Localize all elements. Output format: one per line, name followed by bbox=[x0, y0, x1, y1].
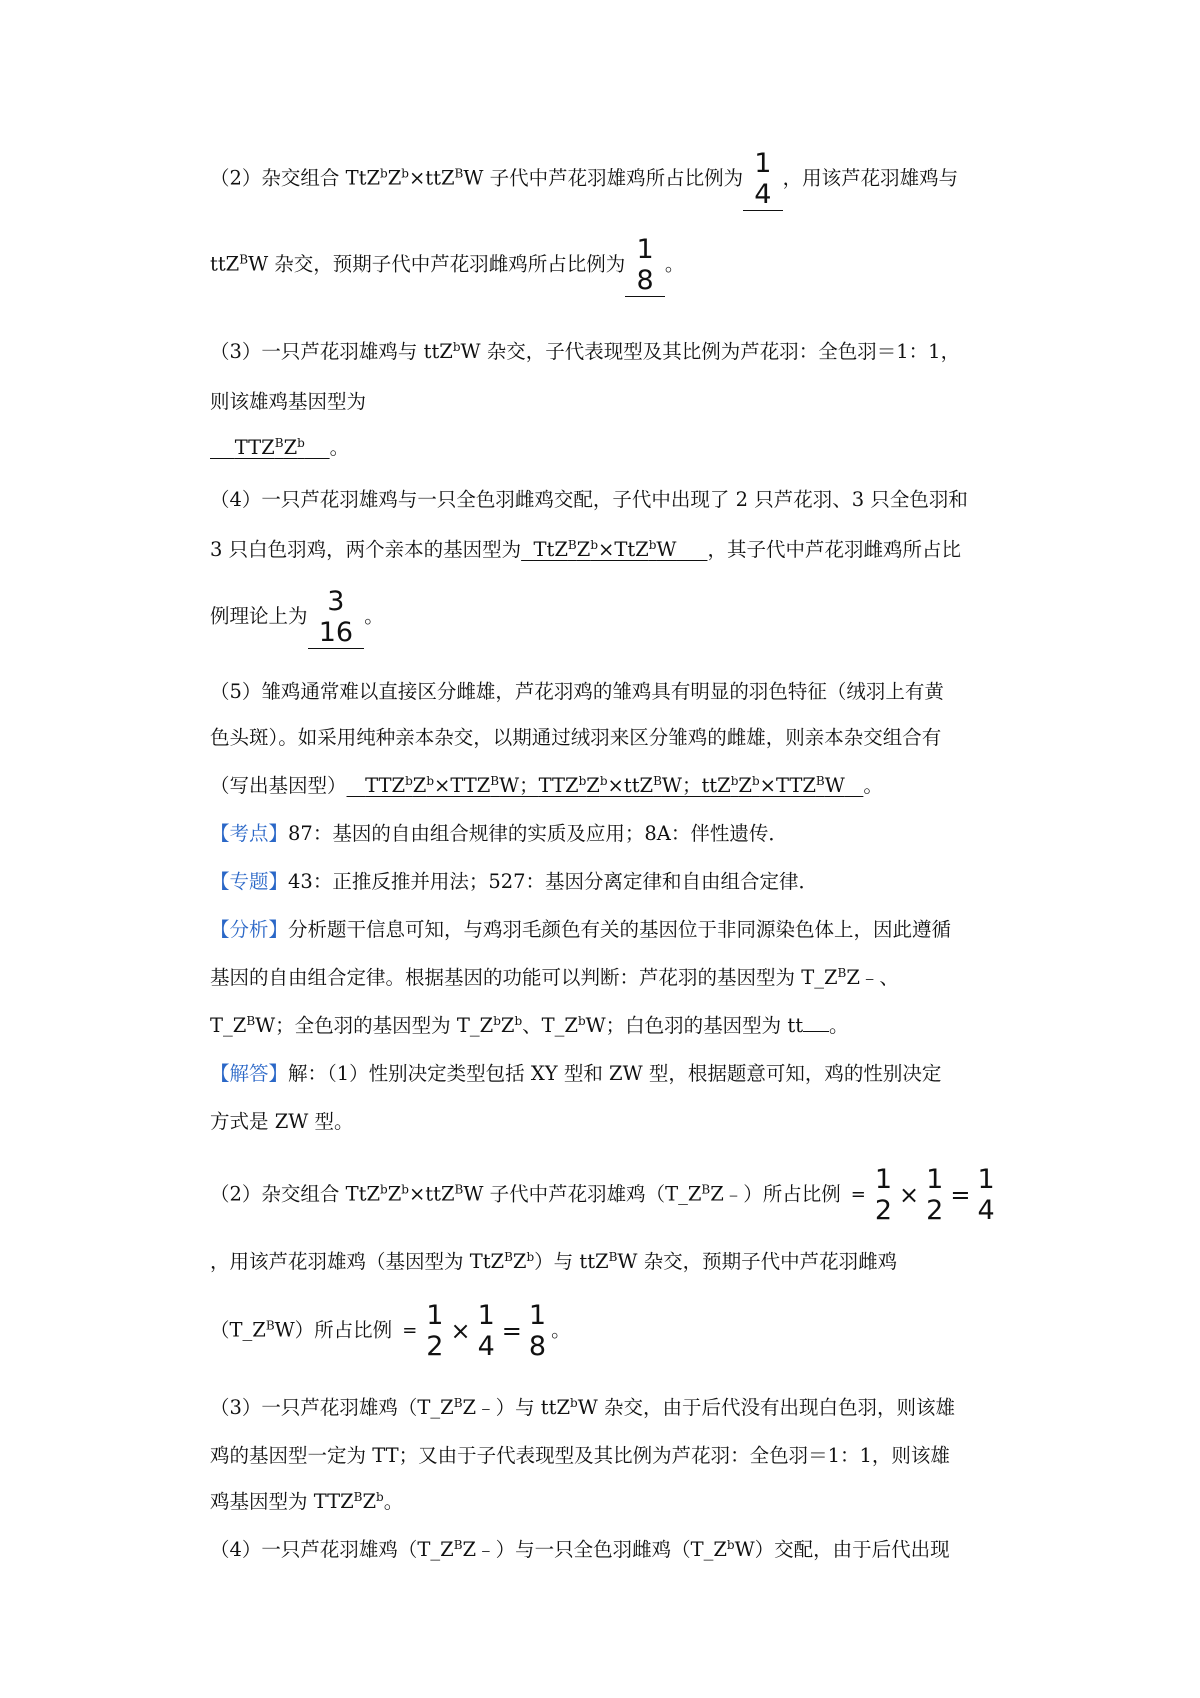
sup: b bbox=[526, 1250, 535, 1264]
text: ，用该芦花羽雄鸡与 bbox=[782, 166, 959, 190]
text: W 子代中芦花羽雄鸡（T_Z bbox=[463, 1182, 702, 1206]
sup: b bbox=[493, 1014, 501, 1028]
q4-line-3 bbox=[210, 586, 1030, 649]
jieda-p3-line-3 bbox=[210, 1490, 1030, 1513]
fraction bbox=[476, 1300, 497, 1362]
text: W 杂交，预期子代中芦花羽雌鸡 bbox=[617, 1250, 898, 1273]
zhuanti bbox=[210, 870, 1030, 893]
q3-line-1 bbox=[210, 340, 1030, 363]
jieda-line-1 bbox=[210, 1062, 1030, 1085]
sup: b bbox=[376, 1490, 384, 1504]
fraction bbox=[424, 1300, 445, 1362]
sup: b bbox=[599, 774, 608, 788]
sup: B bbox=[567, 538, 577, 552]
fraction bbox=[975, 1164, 996, 1226]
denominator: 8 bbox=[636, 265, 654, 297]
text: 分析题干信息可知，与鸡羽毛颜色有关的基因位于非同源染色体上，因此遵循 bbox=[288, 918, 952, 941]
sup: b bbox=[726, 1538, 735, 1552]
q5-line-2 bbox=[210, 726, 1030, 749]
sup: B bbox=[608, 1250, 618, 1264]
sup: b bbox=[514, 1014, 523, 1028]
sup: b bbox=[405, 774, 413, 788]
q2-line-2 bbox=[210, 234, 1030, 297]
sup: b bbox=[426, 774, 434, 788]
text: W）交配，由于后代出现 bbox=[734, 1538, 950, 1561]
sup: B bbox=[504, 1250, 513, 1264]
fraction bbox=[527, 1300, 548, 1362]
text: 。 bbox=[863, 774, 883, 797]
sup: b bbox=[297, 436, 305, 450]
text: 、T_Z bbox=[522, 1014, 578, 1037]
numerator: 1 bbox=[426, 1300, 444, 1331]
jieda-line-2 bbox=[210, 1110, 1030, 1133]
text: （4）一只芦花羽雄鸡（T_Z bbox=[210, 1538, 454, 1561]
text: TtZ bbox=[533, 538, 568, 561]
numerator: 1 bbox=[977, 1164, 995, 1195]
text: Z bbox=[586, 774, 600, 797]
jieda-tag: 【解答】 bbox=[210, 1062, 289, 1085]
text: 基因的自由组合定律。根据基因的功能可以判断：芦花羽的基因型为 T_Z bbox=[210, 966, 838, 989]
text: ，其子代中芦花羽雌鸡所占比 bbox=[707, 538, 961, 561]
text: 方式是 ZW 型。 bbox=[210, 1110, 354, 1133]
sup: B bbox=[453, 1396, 463, 1410]
text: 例理论上为 bbox=[210, 604, 308, 628]
sup: B bbox=[265, 1318, 275, 1333]
fraction bbox=[752, 148, 773, 210]
sup: b bbox=[578, 774, 587, 788]
text: Z bbox=[387, 166, 402, 190]
fenxi-line-3 bbox=[210, 1014, 1030, 1037]
sup: B bbox=[353, 1490, 363, 1504]
text: 。 bbox=[383, 1490, 404, 1513]
numerator: 1 bbox=[874, 1164, 893, 1195]
text: ）与 ttZ bbox=[534, 1250, 609, 1273]
text: （T_Z bbox=[210, 1318, 266, 1342]
sup: B bbox=[701, 1182, 711, 1197]
numerator: 1 bbox=[754, 148, 772, 179]
numerator: 1 bbox=[926, 1164, 944, 1195]
fenxi-line-1 bbox=[210, 918, 1030, 941]
text: 。 bbox=[664, 252, 685, 276]
sup: b bbox=[570, 1396, 578, 1410]
equals: = bbox=[950, 1180, 971, 1209]
sup: b bbox=[730, 774, 739, 788]
fraction bbox=[317, 586, 355, 648]
numerator: 1 bbox=[477, 1300, 495, 1331]
q4-line-2 bbox=[210, 538, 1030, 561]
text: 。 bbox=[551, 1318, 571, 1342]
answer bbox=[210, 436, 330, 459]
text: Z bbox=[738, 774, 752, 797]
text: W 杂交，子代表现型及其比例为芦花羽：全色羽＝1：1， bbox=[460, 340, 961, 363]
text: ×TTZ bbox=[759, 774, 816, 797]
text: 3 只白色羽鸡，两个亲本的基因型为 bbox=[210, 538, 522, 561]
text: 。 bbox=[364, 604, 384, 628]
text: TTZ bbox=[538, 774, 579, 797]
sup: b bbox=[380, 1182, 388, 1197]
jieda-p3-line-1 bbox=[210, 1396, 1030, 1419]
sup: B bbox=[246, 1014, 256, 1028]
sup: B bbox=[274, 436, 284, 450]
equals: = bbox=[501, 1316, 522, 1345]
sup: b bbox=[401, 166, 409, 181]
text: Z bbox=[576, 538, 591, 561]
answer-blank bbox=[308, 586, 365, 649]
jieda-p2-line-1 bbox=[210, 1164, 1030, 1226]
text: W bbox=[824, 774, 845, 797]
text: W； bbox=[499, 774, 539, 797]
jieda-p3-line-2 bbox=[210, 1444, 1030, 1467]
sup: b bbox=[590, 538, 598, 552]
text: Z bbox=[500, 1014, 515, 1037]
text: （2）杂交组合 TtZ bbox=[210, 1182, 380, 1206]
fraction bbox=[924, 1164, 945, 1226]
q4-line-1 bbox=[210, 488, 1030, 511]
jieda-p2-line-3 bbox=[210, 1300, 1030, 1362]
text: W）所占比例 bbox=[274, 1318, 393, 1342]
sup: b bbox=[648, 538, 657, 552]
text: ttZ bbox=[701, 774, 731, 797]
text: ×TtZ bbox=[598, 538, 649, 561]
answer-blank bbox=[743, 148, 783, 211]
text: Z bbox=[362, 1490, 377, 1513]
text: ×ttZ bbox=[408, 166, 455, 190]
sup: B bbox=[239, 252, 249, 267]
times: × bbox=[450, 1316, 471, 1345]
sup: B bbox=[653, 774, 662, 788]
text: 色头斑）。如采用纯种亲本杂交，以期通过绒羽来区分雏鸡的雌雄，则亲本杂交组合有 bbox=[210, 726, 942, 749]
text: （写出基因型） bbox=[210, 774, 347, 797]
sup: B bbox=[837, 966, 847, 980]
fenxi-tag: 【分析】 bbox=[210, 918, 289, 941]
sup: b bbox=[401, 1182, 409, 1197]
sup: b bbox=[380, 166, 388, 181]
sup: b bbox=[577, 1014, 586, 1028]
text: W 杂交，预期子代中芦花羽雌鸡所占比例为 bbox=[248, 252, 626, 276]
answer-blank bbox=[625, 234, 665, 297]
text: 则该雄鸡基因型为 bbox=[210, 390, 367, 413]
text: （4）一只芦花羽雄鸡与一只全色羽雌鸡交配，子代中出现了 2 只芦花羽、3 只全色羽和 bbox=[210, 488, 968, 511]
q5-line-3 bbox=[210, 774, 1030, 797]
denominator: 16 bbox=[318, 617, 354, 649]
text: （3）一只芦花羽雄鸡（T_Z bbox=[210, 1396, 454, 1419]
text: 。 bbox=[829, 1014, 849, 1037]
text: W；白色羽的基因型为 tt bbox=[585, 1014, 804, 1037]
kaodian-tag: 【考点】 bbox=[210, 822, 289, 845]
text: Z﹣、 bbox=[846, 966, 899, 989]
text: Z bbox=[412, 774, 427, 797]
jieda-p2-line-2 bbox=[210, 1250, 1030, 1273]
text: TTZ bbox=[234, 436, 275, 459]
fraction bbox=[635, 234, 656, 296]
q3-line-3 bbox=[210, 436, 1030, 459]
text: ×ttZ bbox=[408, 1182, 455, 1206]
text: ttZ bbox=[210, 252, 240, 276]
denominator: 2 bbox=[926, 1195, 944, 1227]
text: W 杂交，由于后代没有出现白色羽，则该雄 bbox=[577, 1396, 955, 1419]
text: 解：（1）性别决定类型包括 XY 型和 ZW 型，根据题意可知，鸡的性别决定 bbox=[288, 1062, 942, 1085]
sup: b bbox=[751, 774, 760, 788]
text: T_Z bbox=[210, 1014, 247, 1037]
denominator: 4 bbox=[977, 1195, 995, 1227]
sup: B bbox=[454, 1182, 464, 1197]
sup: B bbox=[815, 774, 825, 788]
denominator: 8 bbox=[528, 1331, 547, 1363]
denominator: 2 bbox=[874, 1195, 893, 1227]
equals: = bbox=[402, 1320, 418, 1342]
times: × bbox=[899, 1180, 920, 1209]
text: Z bbox=[387, 1182, 402, 1206]
text: W； bbox=[661, 774, 702, 797]
blank bbox=[803, 1030, 829, 1032]
text: （3）一只芦花羽雄鸡与 ttZ bbox=[210, 340, 453, 363]
text: TTZ bbox=[365, 774, 406, 797]
answer bbox=[521, 538, 707, 561]
text: ×TTZ bbox=[434, 774, 491, 797]
text: 。 bbox=[329, 436, 350, 459]
numerator: 1 bbox=[636, 234, 654, 265]
text: 87：基因的自由组合规律的实质及应用；8A：伴性遗传． bbox=[288, 822, 788, 845]
text: （2）杂交组合 TtZ bbox=[210, 166, 380, 190]
text: ×ttZ bbox=[607, 774, 654, 797]
text: W；全色羽的基因型为 T_Z bbox=[255, 1014, 494, 1037]
numerator: 3 bbox=[327, 586, 345, 617]
text: 鸡的基因型一定为 TT；又由于子代表现型及其比例为芦花羽：全色羽＝1：1，则该雄 bbox=[210, 1444, 950, 1467]
q2-line-1 bbox=[210, 148, 1030, 211]
text: Z﹣）与一只全色羽雌鸡（T_Z bbox=[462, 1538, 727, 1561]
answer bbox=[347, 774, 864, 797]
kaodian bbox=[210, 822, 1030, 845]
numerator: 1 bbox=[528, 1300, 547, 1331]
denominator: 2 bbox=[426, 1331, 444, 1363]
q5-line-1 bbox=[210, 680, 1030, 703]
sup: B bbox=[454, 166, 464, 181]
fenxi-line-2 bbox=[210, 966, 1030, 989]
jieda-p4-line-1 bbox=[210, 1538, 1030, 1561]
q3-line-2 bbox=[210, 390, 1030, 413]
text: Z bbox=[283, 436, 298, 459]
sup: B bbox=[490, 774, 500, 788]
zhuanti-tag: 【专题】 bbox=[210, 870, 289, 893]
sup: B bbox=[453, 1538, 463, 1552]
fraction bbox=[873, 1164, 894, 1226]
text: Z﹣）与 ttZ bbox=[462, 1396, 571, 1419]
text: 鸡基因型为 TTZ bbox=[210, 1490, 354, 1513]
text: Z bbox=[512, 1250, 527, 1273]
text: W 子代中芦花羽雄鸡所占比例为 bbox=[463, 166, 744, 190]
text: （5）雏鸡通常难以直接区分雌雄，芦花羽鸡的雏鸡具有明显的羽色特征（绒羽上有黄 bbox=[210, 680, 944, 703]
denominator: 4 bbox=[754, 179, 772, 211]
text: 43：正推反推并用法；527：基因分离定律和自由组合定律． bbox=[288, 870, 819, 893]
text: ，用该芦花羽雄鸡（基因型为 TtZ bbox=[210, 1250, 505, 1273]
text: Z﹣）所占比例 bbox=[710, 1182, 841, 1206]
text: W bbox=[656, 538, 677, 561]
sup: b bbox=[452, 340, 461, 354]
denominator: 4 bbox=[477, 1331, 495, 1363]
equals: = bbox=[850, 1184, 866, 1206]
